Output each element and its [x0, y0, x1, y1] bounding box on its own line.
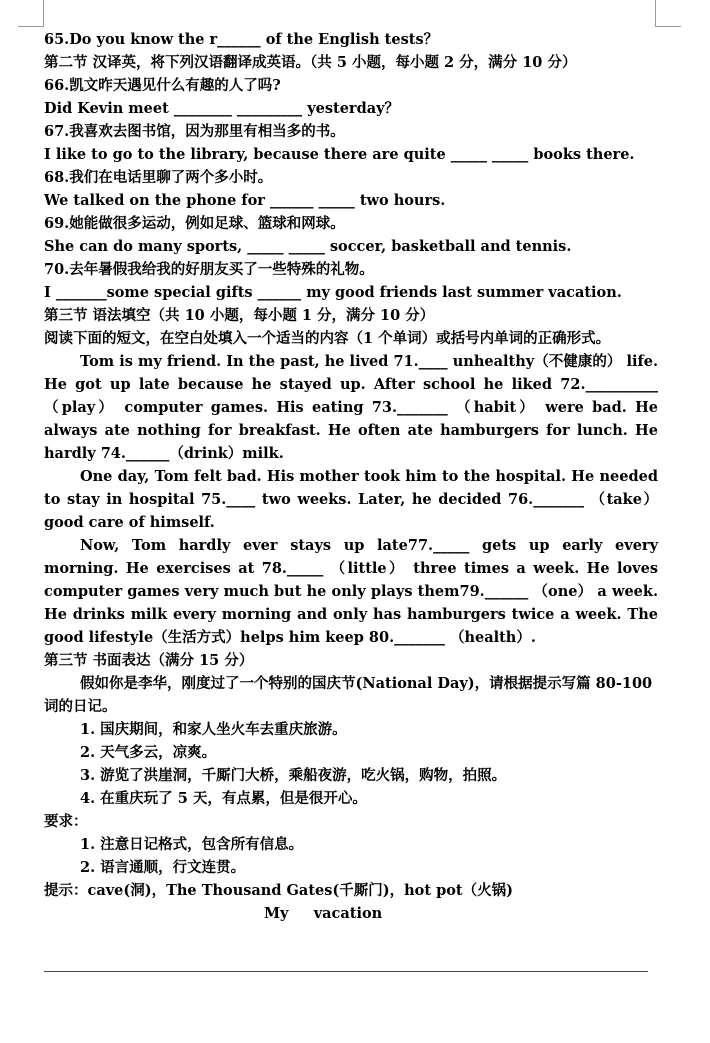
page-corner-mark-top-left — [18, 0, 44, 27]
document-page — [44, 28, 658, 972]
requirement-item: 1. 注意日记格式，包含所有信息。 — [80, 836, 304, 853]
section3-instruction: 阅读下面的短文，在空白处填入一个适当的内容（1 个单词）或括号内单词的正确形式。 — [44, 330, 611, 347]
question-69-chinese: 69.她能做很多运动，例如足球、篮球和网球。 — [44, 215, 345, 232]
writing-points — [44, 718, 658, 810]
answer-line — [44, 971, 648, 972]
question-66-chinese: 66.凯文昨天遇见什么有趣的人了吗? — [44, 77, 281, 94]
passage-paragraph-1: Tom is my friend. In the past, he lived 71.____ unhealthy（不健康的） life. He got up late because he stayed up. After school he liked 72.__________（play） computer games. His eating 73._______ （habit） were bad. He always ate nothing for breakfast. He often ate hamburgers for lunch. He hardly 74.______（drink）milk. — [44, 353, 658, 462]
question-65: 65.Do you know the r______ of the English tests？ — [44, 31, 439, 48]
requirements-label: 要求： — [44, 813, 88, 830]
requirements-list — [44, 833, 658, 879]
passage-paragraph-2: One day, Tom felt bad. His mother took him to the hospital. He needed to stay in hospital 75.____ two weeks. Later, he decided 76._______ （take） good care of himself. — [44, 468, 658, 531]
essay-title: My vacation — [264, 905, 383, 922]
question-67-english: I like to go to the library, because there are quite _____ _____ books there. — [44, 146, 635, 163]
section2-heading: 第二节 汉译英，将下列汉语翻译成英语。（共 5 小题，每小题 2 分，满分 10 分） — [44, 54, 577, 71]
question-69-english: She can do many sports, _____ _____ soccer, basketball and tennis. — [44, 238, 572, 255]
section3-heading: 第三节 语法填空（共 10 小题，每小题 1 分，满分 10 分） — [44, 307, 435, 324]
writing-point: 1. 国庆期间，和家人坐火车去重庆旅游。 — [80, 721, 347, 738]
question-70-english: I _______some special gifts ______ my good friends last summer vacation. — [44, 284, 622, 301]
question-67-chinese: 67.我喜欢去图书馆，因为那里有相当多的书。 — [44, 123, 345, 140]
passage-paragraph-3: Now, Tom hardly ever stays up late77._____ gets up early every morning. He exercises at 78._____ （little） three times a week. He loves computer games very much but he only plays them79.______ （one） a week. He drinks milk every morning and only has hamburgers twice a week. The good lifestyle（生活方式）helps him keep 80._______ （health）. — [44, 537, 658, 646]
question-68-chinese: 68.我们在电话里聊了两个多小时。 — [44, 169, 273, 186]
question-68-english: We talked on the phone for ______ _____ two hours. — [44, 192, 446, 209]
requirement-item: 2. 语言通顺，行文连贯。 — [80, 859, 246, 876]
writing-hint: 提示：cave(洞)，The Thousand Gates(千厮门)，hot pot（火锅) — [44, 882, 513, 899]
section2-items — [44, 74, 658, 304]
answer-space — [44, 925, 658, 949]
question-66-english: Did Kevin meet ________ _________ yesterday？ — [44, 100, 400, 117]
question-70-chinese: 70.去年暑假我给我的好朋友买了一些特殊的礼物。 — [44, 261, 374, 278]
writing-prompt: 假如你是李华，刚度过了一个特别的国庆节(National Day)，请根据提示写篇 80-100 词的日记。 — [44, 675, 653, 715]
page-corner-mark-top-right — [655, 0, 681, 27]
section4-heading: 第三节 书面表达（满分 15 分） — [44, 652, 254, 669]
writing-point: 4. 在重庆玩了 5 天，有点累，但是很开心。 — [80, 790, 367, 807]
writing-point: 2. 天气多云，凉爽。 — [80, 744, 217, 761]
writing-point: 3. 游览了洪崖洞，千厮门大桥，乘船夜游，吃火锅，购物，拍照。 — [80, 767, 507, 784]
